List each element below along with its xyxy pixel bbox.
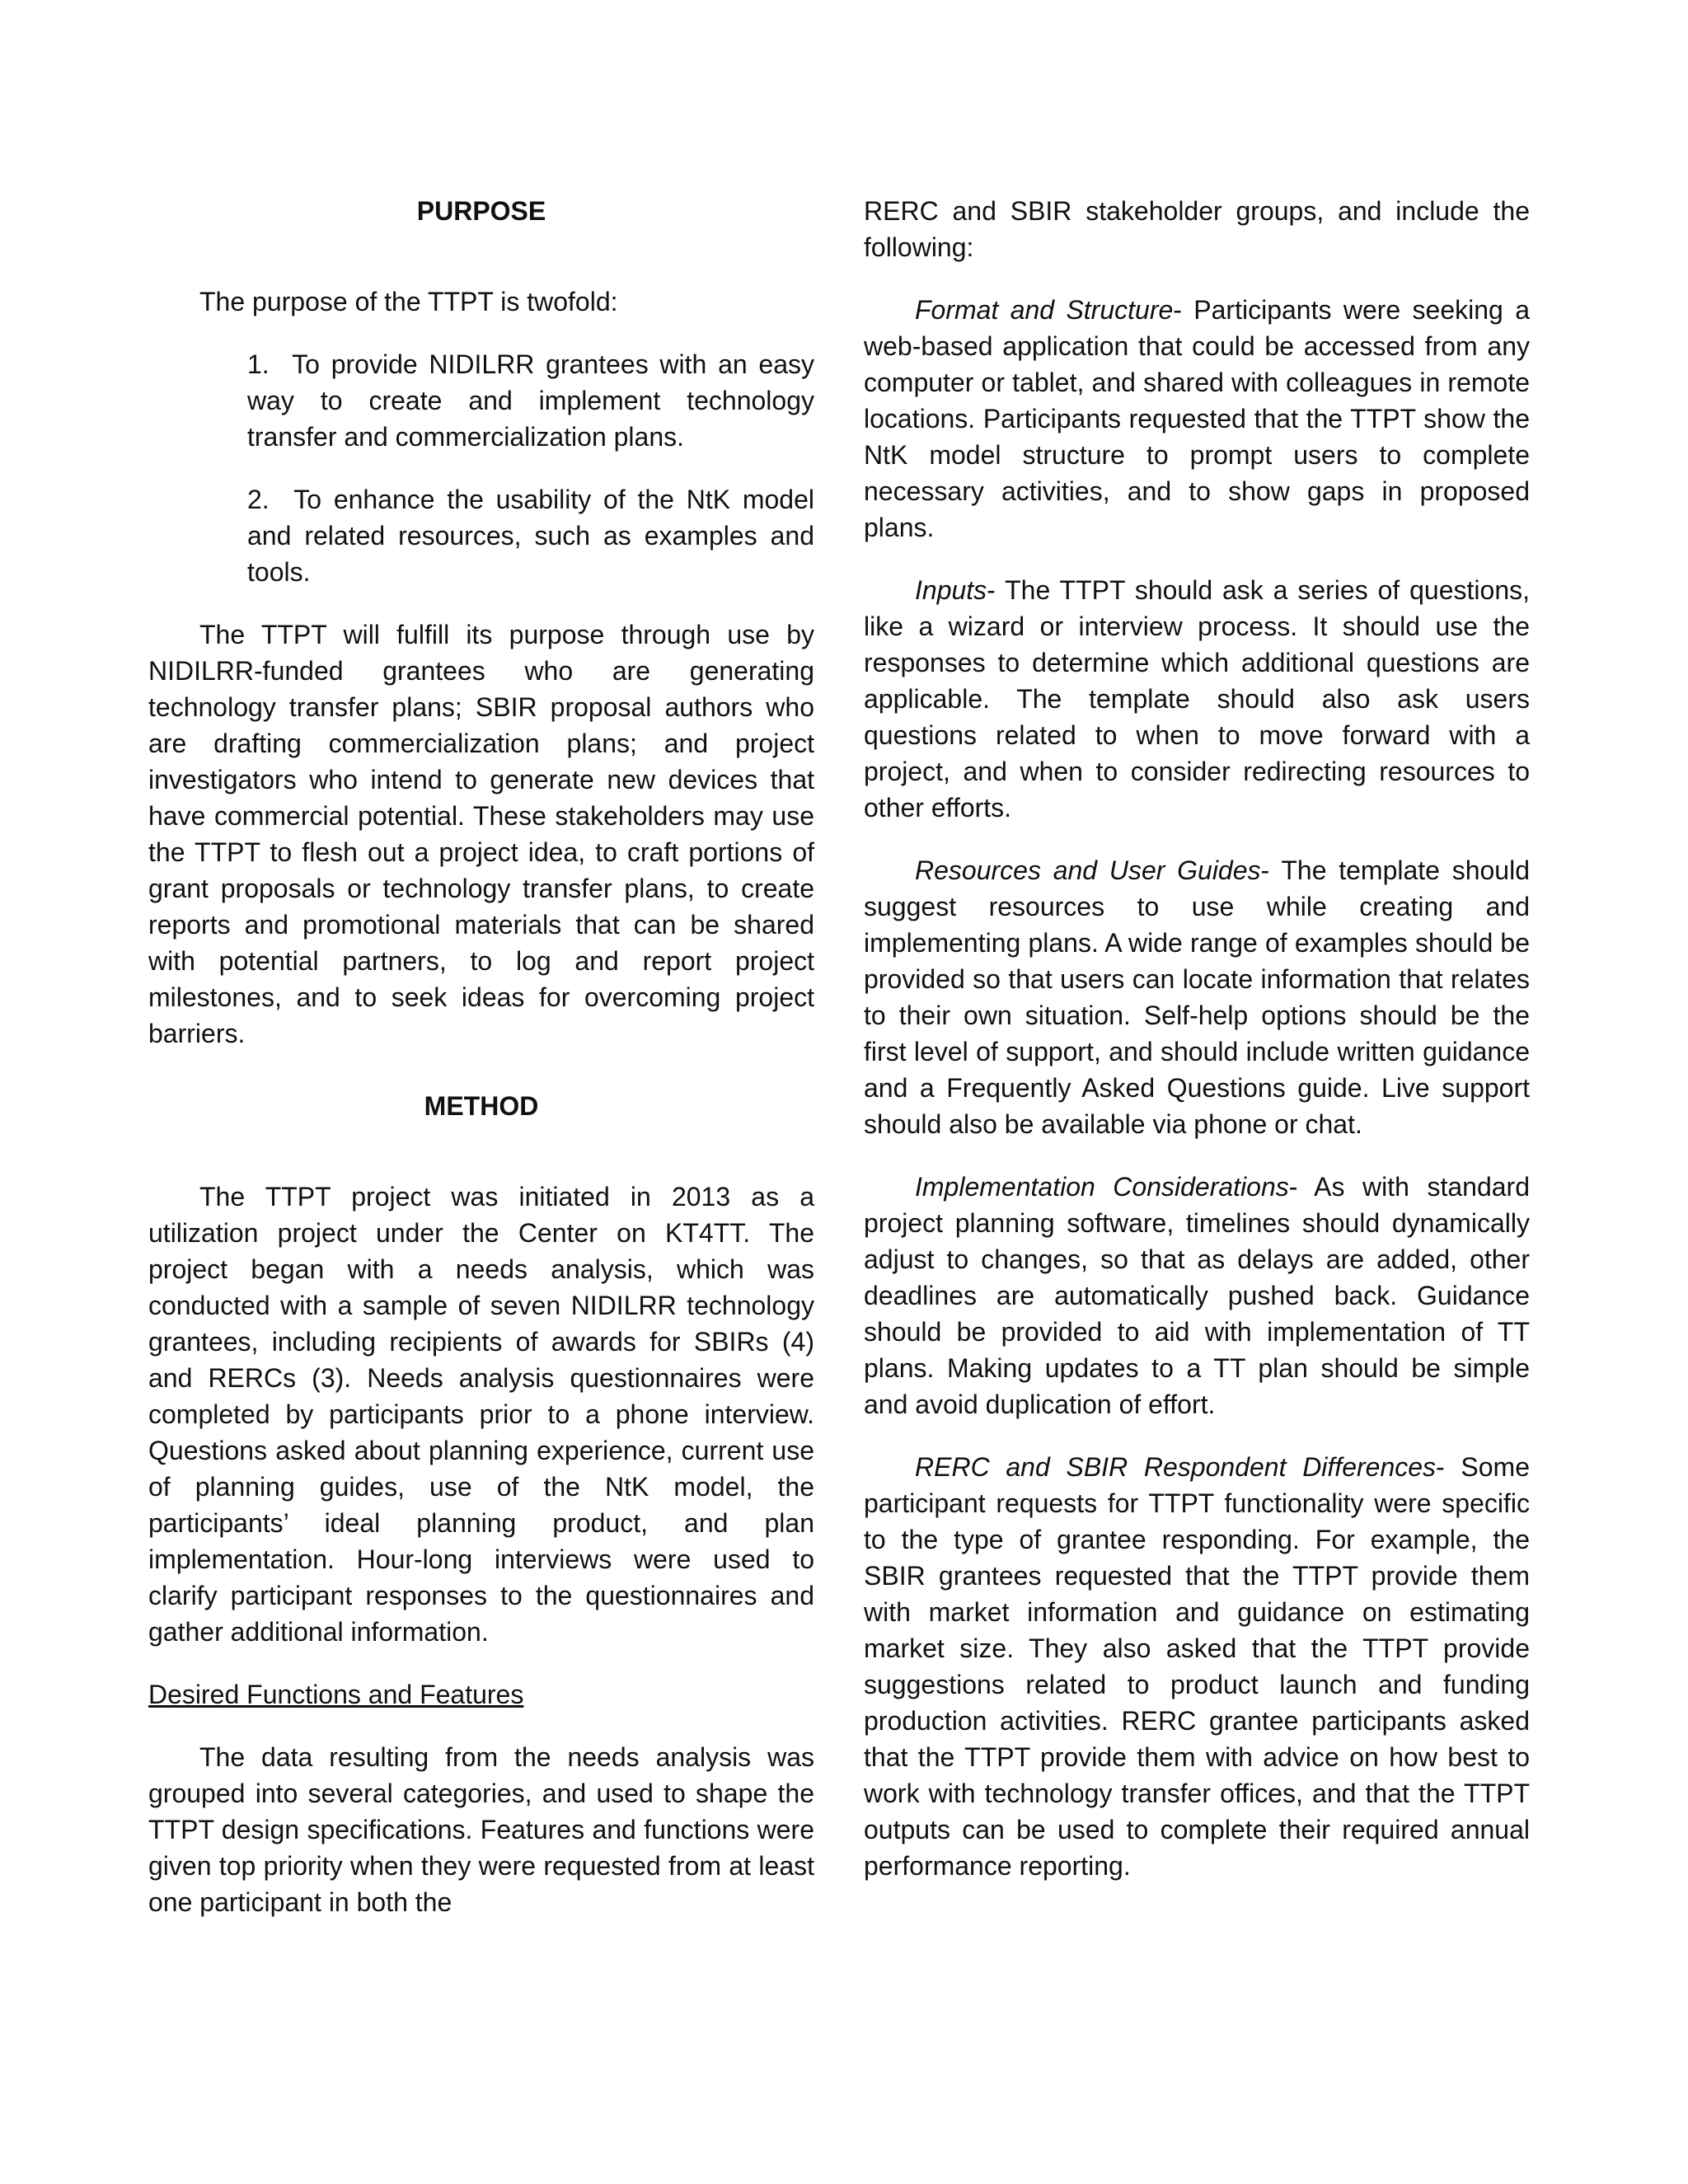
purpose-list: [247, 346, 814, 590]
list-text: To enhance the usability of the NtK model and related resources, such as examples and tools.: [247, 485, 815, 587]
feature-text: - The TTPT should ask a series of questions, like a wizard or interview process. It should use the responses to determine which additional questions are applicable. The template should also ask users questions related to when to move forward with a project, and when to consider redirecting resources to other efforts.: [864, 575, 1530, 823]
method-heading: METHOD: [424, 1091, 539, 1121]
feature-text: - Participants were seeking a web-based application that could be accessed from any computer or tablet, and shared with colleagues in remote locations. Participants requested that the TTPT show the NtK model structure to prompt users to complete necessary activities, and to show gaps in proposed plans.: [864, 295, 1531, 542]
list-item: [247, 346, 814, 455]
feature-term: Implementation Considerations: [915, 1172, 1289, 1202]
feature-text: - Some participant requests for TTPT functionality were specific to the type of grantee responding. For example, the SBIR grantees requested that the TTPT provide them with market information and guidance on estimating market size. They also asked that the TTPT provide suggestions related to product launch and funding production activities. RERC grantee participants asked that the TTPT provide them with advice on how best to work with technology transfer offices, and that the TTPT outputs can be used to complete their required annual performance reporting.: [864, 1452, 1531, 1881]
method-body: The TTPT project was initiated in 2013 as a utilization project under the Center on KT4TT. The project began with a needs analysis, which was conducted with a sample of seven NIDILRR technology grantees, including recipients of awards for SBIRs (4) and RERCs (3). Needs analysis questionnaires were completed by participants prior to a phone interview. Questions asked about planning experience, current use of planning guides, use of the NtK model, the participants’ ideal planning product, and plan implementation. Hour-long interviews were used to clarify participant responses to the questionnaires and gather additional information.: [148, 1182, 814, 1647]
feature-respondent-differences: [864, 1449, 1530, 1884]
feature-term: Resources and User Guides: [915, 855, 1261, 885]
continued-text: RERC and SBIR stakeholder groups, and include the following:: [864, 196, 1530, 262]
feature-implementation-considerations: [864, 1169, 1530, 1422]
purpose-heading: PURPOSE: [416, 196, 546, 226]
list-text: To provide NIDILRR grantees with an easy way to create and implement technology transfer and commercialization plans.: [247, 349, 815, 452]
feature-text: - The template should suggest resources to use while creating and implementing plans. A wide range of examples should be provided so that users can locate information that relates to their own situation. Self-help options should be the first level of support, and should include written guidance and a Frequently Asked Questions guide. Live support should also be available via phone or chat.: [864, 855, 1531, 1139]
feature-resources-user-guides: [864, 852, 1530, 1142]
right-column: [864, 193, 1530, 1884]
list-number: 1.: [247, 349, 270, 379]
list-number: 2.: [247, 485, 270, 514]
left-column: [148, 193, 814, 1920]
feature-format-structure: [864, 292, 1530, 546]
purpose-intro: The purpose of the TTPT is twofold:: [199, 287, 618, 316]
purpose-body: The TTPT will fulfill its purpose through use by NIDILRR-funded grantees who are generating technology transfer plans; SBIR proposal authors who are drafting commercialization plans; and project investigators who intend to generate new devices that have commercial potential. These stakeholders may use the TTPT to flesh out a project idea, to craft portions of grant proposals or technology transfer plans, to create reports and promotional materials that can be shared with potential partners, to log and report project milestones, and to seek ideas for overcoming project barriers.: [148, 620, 814, 1048]
desired-body: The data resulting from the needs analysis was grouped into several categories, and used to shape the TTPT design specifications. Features and functions were given top priority when they were requested from at least one participant in both the: [148, 1742, 814, 1917]
feature-text: - As with standard project planning software, timelines should dynamically adjust to changes, so that as delays are added, other deadlines are automatically pushed back. Guidance should be provided to aid with implementation of TT plans. Making updates to a TT plan should be simple and avoid duplication of effort.: [864, 1172, 1531, 1419]
feature-inputs: [864, 572, 1530, 826]
list-item: [247, 481, 814, 590]
feature-term: Format and Structure: [915, 295, 1174, 325]
feature-term: RERC and SBIR Respondent Differences: [915, 1452, 1437, 1482]
desired-functions-subheading: Desired Functions and Features: [148, 1680, 524, 1709]
feature-term: Inputs: [915, 575, 987, 605]
